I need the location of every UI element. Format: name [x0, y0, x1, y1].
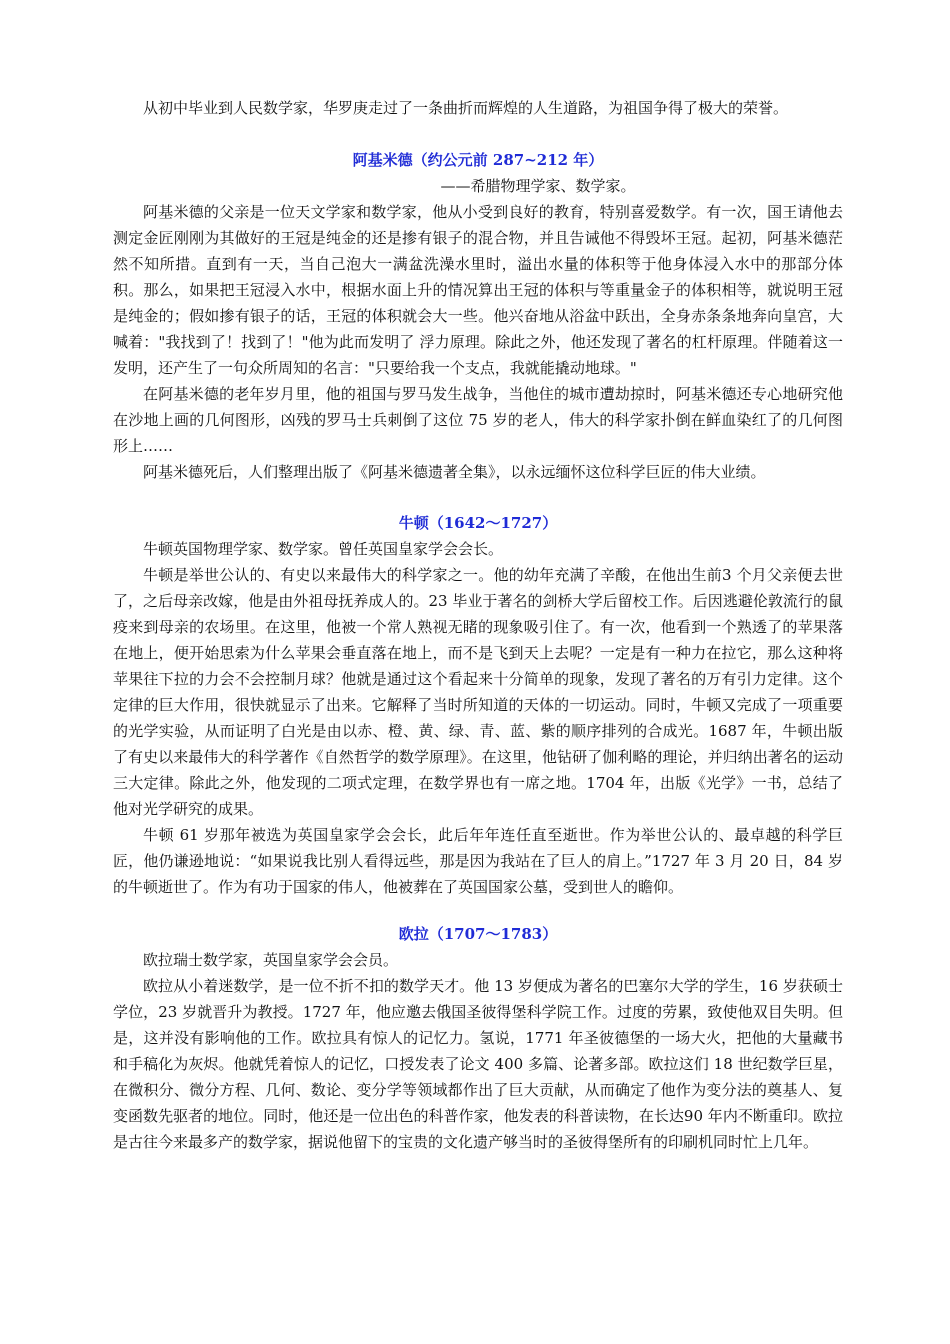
paragraph: 欧拉从小着迷数学，是一位不折不扣的数学天才。他 13 岁便成为著名的巴塞尔大学的学生，16 岁获硕士学位，23 岁就晋升为教授。1727 年，他应邀去俄国圣彼得堡科学院工作。过度的劳累，致使他双目失明。但是，这并没有影响他的工作。欧拉具有惊人的记忆力。氢说，1771 年圣彼德堡的一场大火，把他的大量藏书和手稿化为灰烬。他就凭着惊人的记忆，口授发表了论文 400 多篇、论著多部。欧拉这们 18 世纪数学巨星，在微积分、微分方程、几何、数论、变分学等领域都作出了巨大贡献，从而确定了他作为变分法的奠基人、复变函数先驱者的地位。同时，他还是一位出色的科普作家，他发表的科普读物，在长达90 年内不断重印。欧拉是古往今来最多产的数学家，据说他留下的宝贵的文化遗产够当时的圣彼得堡所有的印刷机同时忙上几年。 [113, 977, 843, 1151]
paragraph: 牛顿 61 岁那年被选为英国皇家学会会长，此后年年连任直至逝世。作为举世公认的、最卓越的科学巨匠，他仍谦逊地说：“如果说我比别人看得远些，那是因为我站在了巨人的肩上。”1727 年 3 月 20 日，84 岁的牛顿逝世了。作为有功于国家的伟人，他被葬在了英国国家公墓，受到世人的瞻仰。 [113, 826, 843, 896]
section-subtitle-archimedes: ——希腊物理学家、数学家。 [440, 177, 636, 195]
paragraph: 阿基米德死后，人们整理出版了《阿基米德遗著全集》，以永远缅怀这位科学巨匠的伟大业绩。 [143, 463, 766, 481]
section-euler [113, 921, 843, 1155]
section-title-newton: 牛顿（1642～1727） [398, 514, 558, 532]
paragraph: 阿基米德的父亲是一位天文学家和数学家，他从小受到良好的教育，特别喜爱数学。有一次，国王请他去测定金匠刚刚为其做好的王冠是纯金的还是掺有银子的混合物，并且告诫他不得毁坏王冠。起初，阿基米德茫然不知所措。直到有一天，当自己泡大一满盆洗澡水里时，溢出水量的体积等于他身体浸入水中的那部分体积。那么，如果把王冠浸入水中，根据水面上升的情况算出王冠的体积与等重量金子的体积相等，就说明王冠是纯金的；假如掺有银子的话，王冠的体积就会大一些。他兴奋地从浴盆中跃出，全身赤条条地奔向皇宫，大喊着："我找到了！找到了！"他为此而发明了 浮力原理。除此之外，他还发现了著名的杠杆原理。伴随着这一发明，还产生了一句众所周知的名言："只要给我一个支点，我就能撬动地球。" [113, 203, 843, 377]
section-title-euler: 欧拉（1707～1783） [398, 925, 558, 943]
intro-paragraph: 从初中毕业到人民数学家，华罗庚走过了一条曲折而辉煌的人生道路，为祖国争得了极大的荣誉。 [143, 99, 789, 117]
paragraph: 牛顿是举世公认的、有史以来最伟大的科学家之一。他的幼年充满了辛酸，在他出生前3 个月父亲便去世了，之后母亲改嫁，他是由外祖母抚养成人的。23 毕业于著名的剑桥大学后留校工作。后因逃避伦敦流行的鼠疫来到母亲的农场里。在这里，他被一个常人熟视无睹的现象吸引住了。有一次，他看到一个熟透了的苹果落在地上，便开始思索为什么苹果会垂直落在地上，而不是飞到天上去呢？一定是有一种力在拉它，那么这种将苹果往下拉的力会不会控制月球？他就是通过这个看起来十分简单的现象，发现了著名的万有引力定律。这个定律的巨大作用，很快就显示了出来。它解释了当时所知道的天体的一切运动。同时，牛顿又完成了一项重要的光学实验，从而证明了白光是由以赤、橙、黄、绿、青、蓝、紫的顺序排列的合成光。1687 年，牛顿出版了有史以来最伟大的科学著作《自然哲学的数学原理》。在这里，他钻研了伽利略的理论，并归纳出著名的运动三大定律。除此之外，他发现的二项式定理，在数学界也有一席之地。1704 年，出版《光学》一书，总结了他对光学研究的成果。 [113, 566, 843, 818]
section-archimedes [113, 147, 843, 485]
paragraph: 欧拉瑞士数学家，英国皇家学会会员。 [143, 951, 399, 969]
paragraph: 牛顿英国物理学家、数学家。曾任英国皇家学会会长。 [143, 540, 504, 558]
section-title-archimedes: 阿基米德（约公元前 287~212 年） [352, 151, 604, 169]
document-body [113, 95, 843, 1155]
paragraph: 在阿基米德的老年岁月里，他的祖国与罗马发生战争，当他住的城市遭劫掠时，阿基米德还专心地研究他在沙地上画的几何图形，凶残的罗马士兵刺倒了这位 75 岁的老人，伟大的科学家扑倒在鲜血染红了的几何图形上…… [113, 385, 843, 455]
section-newton [113, 510, 843, 900]
